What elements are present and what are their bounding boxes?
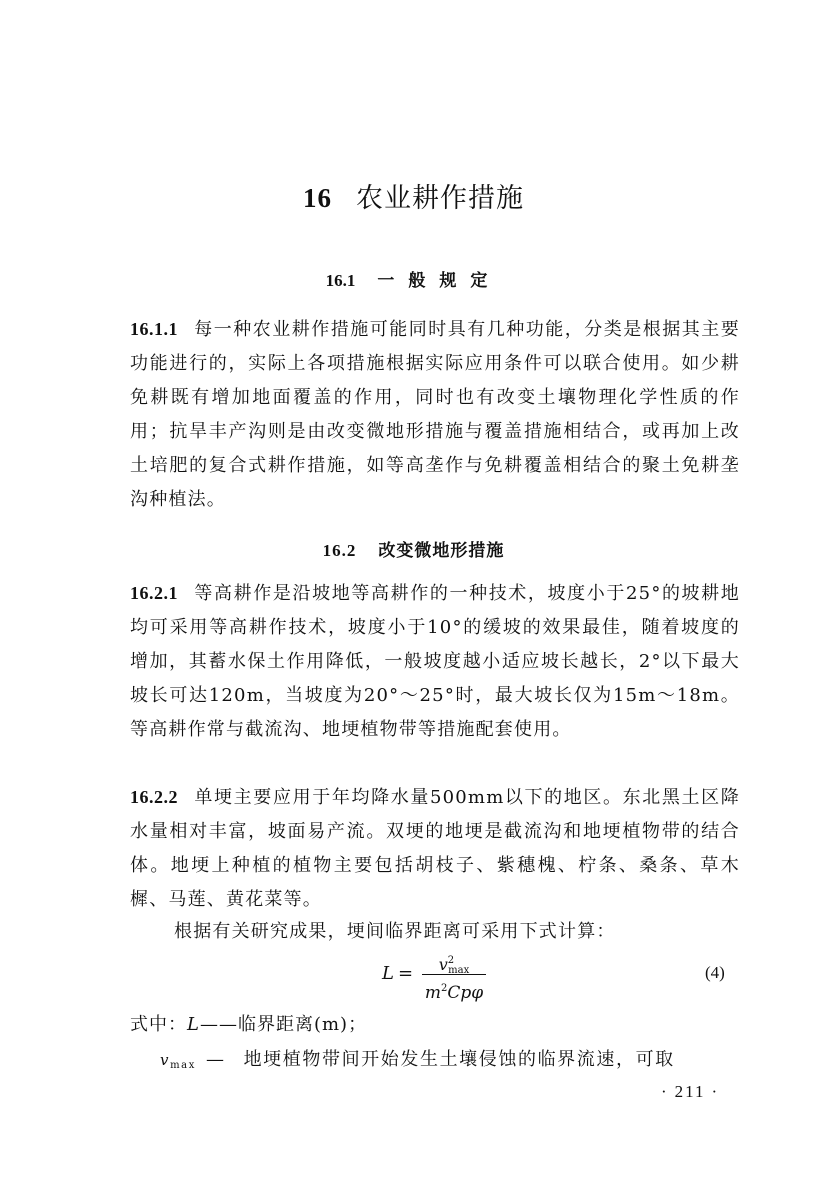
definition-dash: — <box>205 1049 226 1070</box>
formula-denominator: $m^2Cp\varphi$ <box>424 983 484 1003</box>
section-number: 16.2 <box>322 541 357 560</box>
where-clause <box>130 1010 367 1036</box>
chapter-number: 16 <box>303 183 332 213</box>
variable-definition-vmax <box>160 1045 742 1071</box>
section-number: 16.1 <box>325 271 356 290</box>
definition-variable: $v_{max}$ <box>160 1051 196 1071</box>
page-number: · 211 · <box>661 1082 720 1101</box>
section-title-16-1 <box>0 266 827 291</box>
formula-numerator: $v^2_{max}$ <box>438 955 470 976</box>
clause-16-2-1 <box>130 576 740 747</box>
definition-text: 地埂植物带间开始发生土壤侵蚀的临界流速，可取 <box>243 1049 675 1070</box>
where-definition: 临界距离(m)； <box>237 1014 368 1035</box>
clause-number: 16.2.2 <box>130 787 178 807</box>
clause-text: 每一种农业耕作措施可能同时具有几种功能，分类是根据其主要功能进行的，实际上各项措施根据实际应用条件可以联合使用。如少耕免耕既有增加地面覆盖的作用，同时也有改变土壤物理化学性质的作用；抗旱丰产沟则是由改变微地形措施与覆盖措施相结合，或再加上改土培肥的复合式耕作措施，如等高垄作与免耕覆盖相结合的聚土免耕垄沟种植法。 <box>130 319 740 510</box>
chapter-title-text: 农业耕作措施 <box>356 183 524 214</box>
clause-number: 16.2.1 <box>130 583 178 603</box>
clause-text: 等高耕作是沿坡地等高耕作的一种技术，坡度小于25°的坡耕地均可采用等高耕作技术，坡度小于10°的缓坡的效果最佳，随着坡度的增加，其蓄水保土作用降低，一般坡度越小适应坡长越长，2°以下最大坡长可达120m，当坡度为20°～25°时，最大坡长仅为15m～18m。等高耕作常与截流沟、地埂植物带等措施配套使用。 <box>130 583 740 740</box>
clause-16-2-2 <box>130 780 740 917</box>
section-title-text: 一般规定 <box>377 271 502 291</box>
formula-fraction <box>422 950 486 1004</box>
chapter-title <box>0 176 827 215</box>
equation-number: (4) <box>705 963 725 982</box>
section-title-text: 改变微地形措施 <box>378 541 505 561</box>
clause-16-1-1 <box>130 312 740 517</box>
where-prefix: 式中： <box>130 1014 187 1035</box>
clause-number: 16.1.1 <box>130 319 178 339</box>
clause-text: 单埂主要应用于年均降水量500mm以下的地区。东北黑土区降水量相对丰富，坡面易产流。双埂的地埂是截流沟和地埂植物带的结合体。地埂上种植的植物主要包括胡枝子、紫穗槐、柠条、桑条、草木樨、马莲、黄花菜等。 <box>130 787 740 910</box>
where-dash: —— <box>199 1014 238 1035</box>
formula-lhs: L = <box>382 963 414 984</box>
section-title-16-2 <box>0 536 827 561</box>
formula-intro: 根据有关研究成果，埂间临界距离可采用下式计算： <box>174 921 616 942</box>
where-variable: L <box>187 1014 200 1035</box>
